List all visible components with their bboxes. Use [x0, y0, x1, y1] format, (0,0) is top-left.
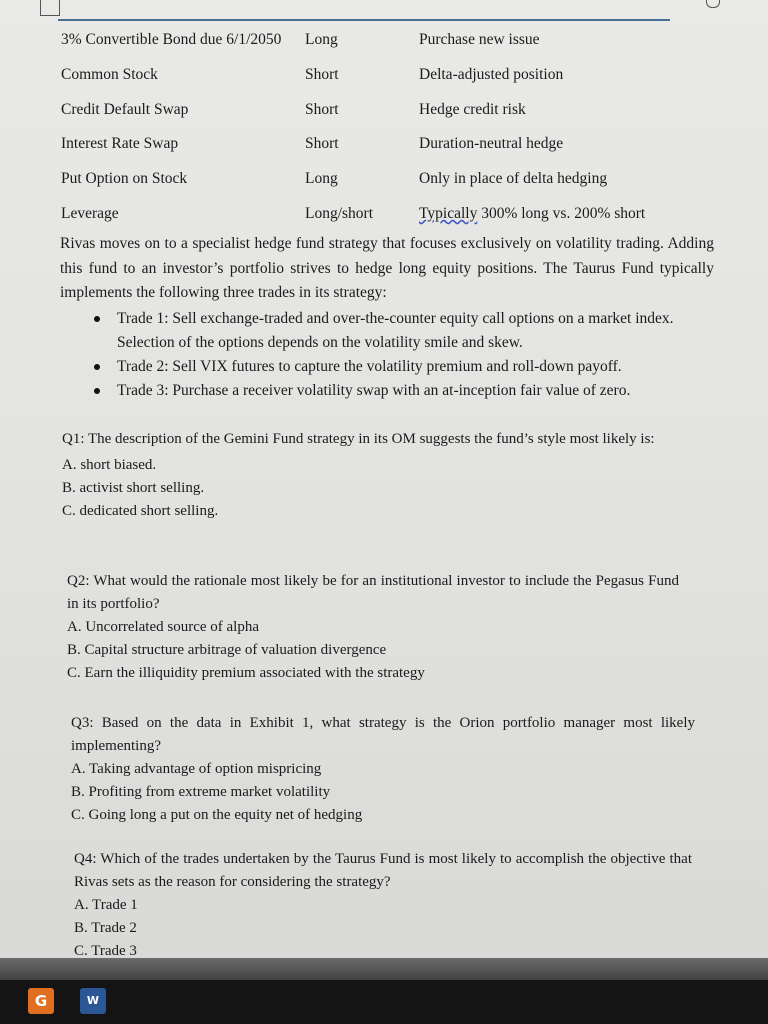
- strategy-paragraph: Rivas moves on to a specialist hedge fund strategy that focuses exclusively on volatility trading. Adding this fund to an investor’s portfolio strives to hedge long equity positions. The Taurus Fund typically implements the following three trades in its strategy:: [60, 235, 714, 301]
- bullet-icon: [94, 364, 100, 370]
- position-cell: Long: [305, 31, 338, 48]
- answer-option: A. short biased.: [62, 457, 157, 473]
- question-4: [74, 848, 692, 958]
- header-tab-icon: [40, 0, 60, 16]
- instrument-cell: Leverage: [61, 205, 119, 222]
- note-cell: Delta-adjusted position: [419, 66, 564, 83]
- answer-option: B. activist short selling.: [62, 480, 205, 496]
- question-2: [67, 570, 679, 685]
- position-cell: Short: [305, 135, 339, 152]
- answer-option: B. Capital structure arbitrage of valuation divergence: [67, 642, 387, 658]
- table-row: [61, 64, 721, 86]
- list-item: Trade 3: Purchase a receiver volatility swap with an at-inception fair value of zero.: [92, 379, 722, 403]
- taskbar: [0, 958, 768, 1024]
- scroll-marker-icon: [706, 0, 720, 8]
- question-stem: Q3: Based on the data in Exhibit 1, what strategy is the Orion portfolio manager most likely implementing?: [71, 715, 695, 754]
- list-item: Trade 1: Sell exchange-traded and over-the-counter equity call options on a market index. Selection of the options depends on the volatility smile and skew.: [92, 307, 722, 355]
- instrument-cell: 3% Convertible Bond due 6/1/2050: [61, 31, 282, 48]
- answer-option: C. Trade 3: [74, 943, 137, 958]
- question-stem: Q1: The description of the Gemini Fund strategy in its OM suggests the fund’s style most likely is:: [62, 431, 655, 447]
- instrument-cell: Credit Default Swap: [61, 101, 189, 118]
- question-stem: Q4: Which of the trades undertaken by the Taurus Fund is most likely to accomplish the objective that Rivas sets as the reason for considering the strategy?: [74, 851, 692, 890]
- chrome-app-icon[interactable]: G: [28, 988, 54, 1014]
- position-cell: Long/short: [305, 205, 374, 222]
- question-stem: Q2: What would the rationale most likely be for an institutional investor to include the Pegasus Fund in its portfolio?: [67, 573, 679, 612]
- note-cell: Typically 300% long vs. 200% short: [419, 205, 646, 222]
- table-row: [61, 133, 721, 155]
- table-row: [61, 168, 721, 190]
- answer-option: A. Trade 1: [74, 897, 138, 913]
- word-app-icon[interactable]: W: [80, 988, 106, 1014]
- answer-option: B. Trade 2: [74, 920, 137, 936]
- trade-list: [92, 307, 722, 403]
- list-item: Trade 2: Sell VIX futures to capture the volatility premium and roll-down payoff.: [92, 355, 722, 379]
- table-row: [61, 29, 721, 51]
- table-row: [61, 203, 721, 225]
- table-top-border: [58, 19, 670, 21]
- position-cell: Long: [305, 170, 338, 187]
- instrument-cell: Interest Rate Swap: [61, 135, 179, 152]
- answer-option: C. dedicated short selling.: [62, 503, 219, 519]
- position-cell: Short: [305, 66, 339, 83]
- position-cell: Short: [305, 101, 339, 118]
- answer-option: C. Earn the illiquidity premium associated with the strategy: [67, 665, 425, 681]
- taskbar-strip: [0, 980, 768, 1024]
- answer-option: A. Taking advantage of option mispricing: [71, 761, 322, 777]
- spellcheck-word[interactable]: Typically: [419, 205, 478, 222]
- bullet-icon: [94, 316, 100, 322]
- note-cell: Duration-neutral hedge: [419, 135, 564, 152]
- question-3: [71, 712, 695, 827]
- answer-option: C. Going long a put on the equity net of hedging: [71, 807, 363, 823]
- answer-option: B. Profiting from extreme market volatility: [71, 784, 331, 800]
- instrument-cell: Common Stock: [61, 66, 158, 83]
- note-cell: Hedge credit risk: [419, 101, 526, 118]
- note-cell: Only in place of delta hedging: [419, 170, 608, 187]
- instrument-cell: Put Option on Stock: [61, 170, 188, 187]
- table-row: [61, 99, 721, 121]
- answer-option: A. Uncorrelated source of alpha: [67, 619, 259, 635]
- bullet-icon: [94, 388, 100, 394]
- note-cell: Purchase new issue: [419, 31, 540, 48]
- question-1: [62, 428, 688, 523]
